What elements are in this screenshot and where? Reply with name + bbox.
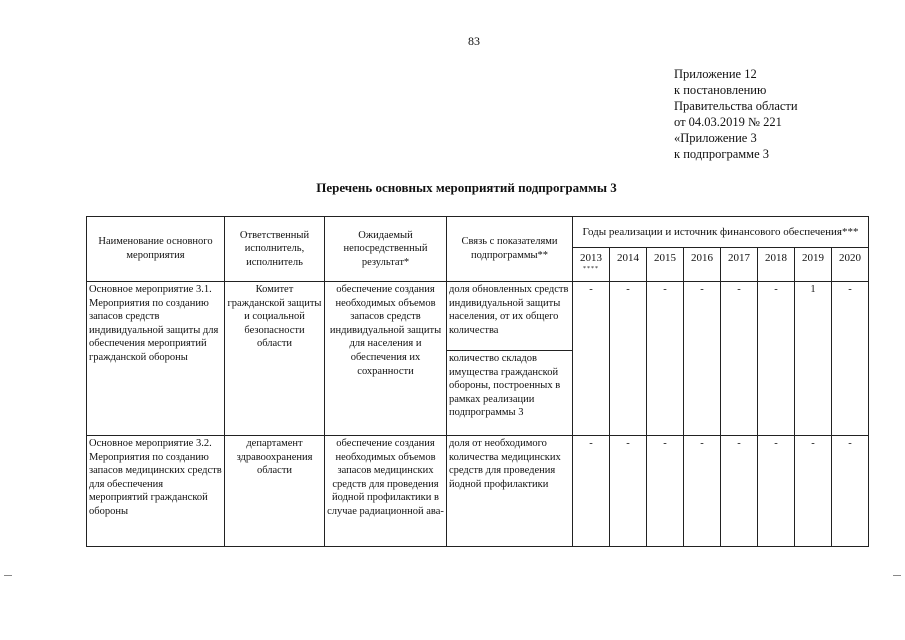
measure-executor: Комитет гражданской защиты и социальной безопасности области	[225, 282, 325, 436]
measure-name: Основное мероприятие 3.1. Мероприятия по созданию запасов средств индивидуальной защиты для обеспечения мероприятий гражданской обороны	[87, 282, 225, 436]
header-indicators: Связь с показателями подпрограммы**	[447, 217, 573, 282]
year-value: -	[684, 282, 721, 436]
appendix-line: Приложение 12	[674, 67, 757, 81]
appendix-line: от 04.03.2019 № 221	[674, 115, 782, 129]
indicator-text: доля от необходимого количества медицинских средств для проведения йодной профилактики	[447, 436, 573, 547]
indicator-text: количество складов имущества гражданской обороны, построенных в рамках реализации подпрограммы 3	[447, 351, 573, 436]
header-year: 2019	[795, 248, 832, 282]
appendix-line: Правительства области	[674, 99, 798, 113]
year-value: -	[721, 282, 758, 436]
scan-edge-mark	[893, 575, 901, 576]
indicator-text: доля обновленных средств индивидуальной защиты населения, от их общего количества	[447, 282, 573, 351]
year-value: -	[795, 436, 832, 547]
header-year: 2015	[647, 248, 684, 282]
year-value: -	[721, 436, 758, 547]
scan-edge-mark	[4, 575, 12, 576]
appendix-line: к подпрограмме 3	[674, 147, 769, 161]
table-row	[87, 282, 869, 351]
header-year: 2017	[721, 248, 758, 282]
year-value: -	[573, 436, 610, 547]
measure-name: Основное мероприятие 3.2. Мероприятия по созданию запасов медицинских средств для обеспечения мероприятий гражданской обороны	[87, 436, 225, 547]
header-years-group: Годы реализации и источник финансового обеспечения***	[573, 217, 869, 248]
measures-table	[86, 216, 869, 547]
page-number: 83	[468, 34, 480, 48]
appendix-line: «Приложение 3	[674, 131, 757, 145]
measure-result: обеспечение создания необходимых объемов запасов медицинских средств для проведения йодной профилактики в случае радиационной ава-	[325, 436, 447, 547]
year-value: 1	[795, 282, 832, 436]
year-value: -	[647, 436, 684, 547]
year-value: -	[758, 282, 795, 436]
header-name: Наименование основного мероприятия	[87, 217, 225, 282]
header-year: 2018	[758, 248, 795, 282]
measure-result: обеспечение создания необходимых объемов запасов средств индивидуальной защиты для населения и обеспечения их сохранности	[325, 282, 447, 436]
year-value: -	[758, 436, 795, 547]
year-value: -	[832, 436, 869, 547]
document-title: Перечень основных мероприятий подпрограммы 3	[316, 180, 617, 195]
year-value: -	[610, 282, 647, 436]
year-value: -	[832, 282, 869, 436]
year-value: -	[573, 282, 610, 436]
year-value: -	[610, 436, 647, 547]
header-year: 2013 ****	[573, 248, 610, 282]
header-executor: Ответственный исполнитель, исполнитель	[225, 217, 325, 282]
measure-executor: департамент здравоохранения области	[225, 436, 325, 547]
header-year: 2016	[684, 248, 721, 282]
year-value: -	[647, 282, 684, 436]
table-row	[87, 436, 869, 547]
year-value: -	[684, 436, 721, 547]
header-result: Ожидаемый непосредственный результат*	[325, 217, 447, 282]
header-year: 2014	[610, 248, 647, 282]
appendix-line: к постановлению	[674, 83, 767, 97]
appendix-block	[674, 66, 798, 162]
year-note: ****	[583, 265, 599, 272]
header-year: 2020	[832, 248, 869, 282]
